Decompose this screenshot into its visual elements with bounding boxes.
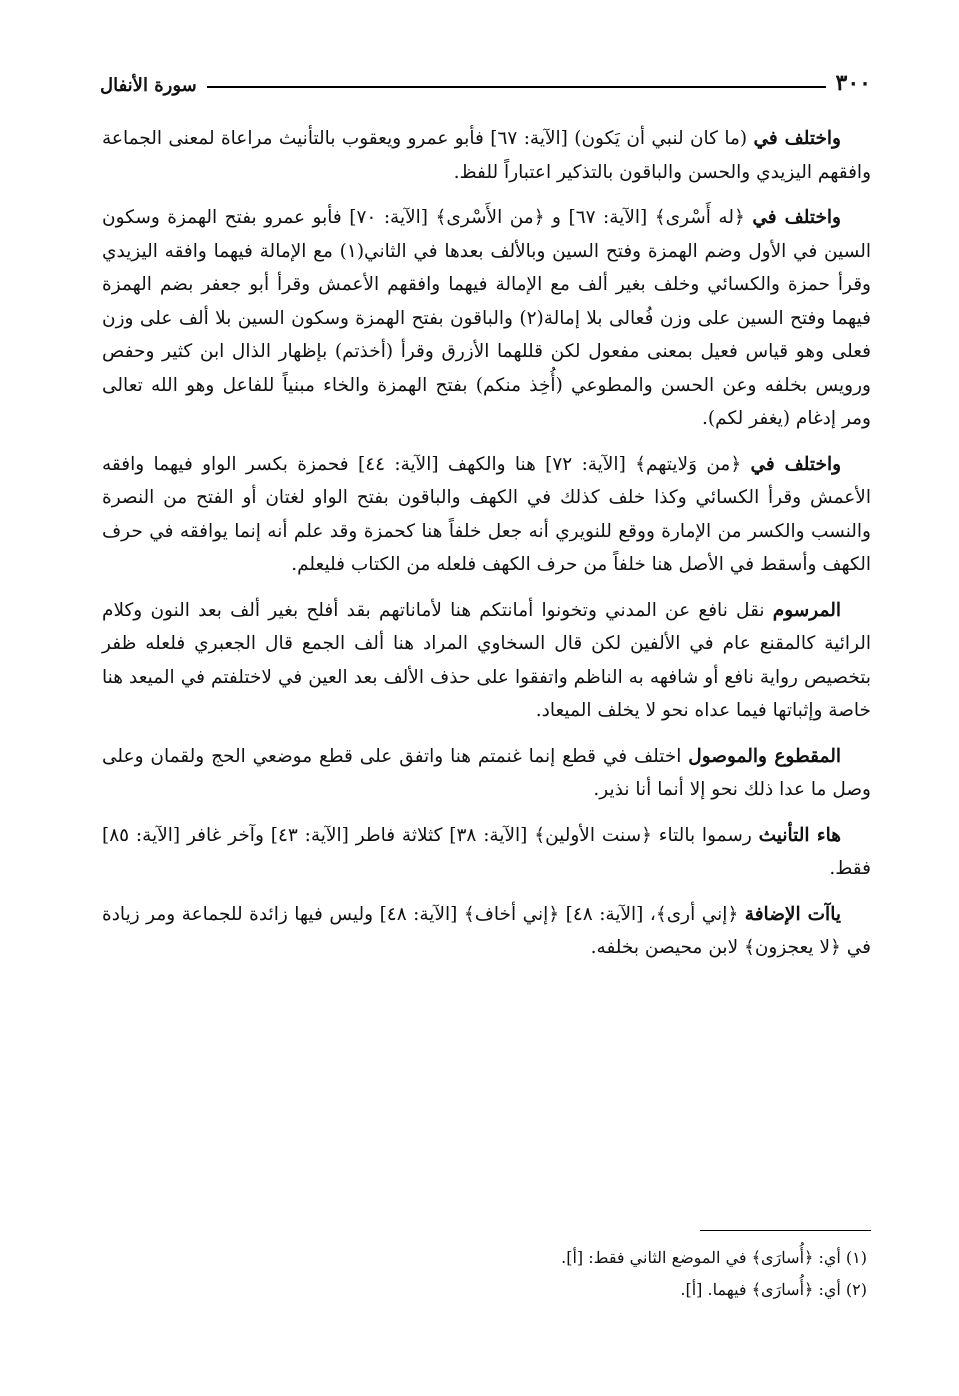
paragraph — [102, 122, 871, 189]
paragraph-body: ﴿من وَلايتهم﴾ [الآية: ٧٢] هنا والكهف [الآية: ٤٤] فحمزة بكسر الواو فيهما وافقه الأعمش وقرأ الكسائي وكذا خلف كذلك في الكهف والباقون بفتح الواو لغتان أو الفتح من النصرة والنسب والكسر من الإمارة ووقع للنويري أنه جعل خلفاً هنا كحمزة وقد علم أنه إنما يوافقه في حرف الكهف وأسقط في الأصل هنا خلفاً من حرف الكهف فلعله من الكتاب فليعلم. — [102, 453, 871, 575]
footnotes — [300, 1242, 867, 1306]
header-rule — [207, 86, 826, 88]
paragraph-lead: المرسوم — [772, 599, 841, 621]
footnote-separator — [700, 1230, 871, 1231]
paragraph-lead: واختلف في — [750, 453, 842, 475]
surah-name: سورة الأنفال — [100, 75, 197, 96]
footnote: (٢) أي: ﴿أُسارَى﴾ فيهما. [أ]. — [680, 1280, 867, 1299]
footnote: (١) أي: ﴿أُسارَى﴾ في الموضع الثاني فقط: [أ]. — [561, 1248, 867, 1267]
paragraph — [102, 898, 871, 965]
paragraph-body: ﴿له أَسْرى﴾ [الآية: ٦٧] و ﴿من الأَسْرى﴾ [الآية: ٧٠] فأبو عمرو بفتح الهمزة وسكون السين في الأول وضم الهمزة وفتح السين وبالألف بعدها في الثاني(١) مع الإمالة فيهما وافقه اليزيدي وقرأ حمزة والكسائي وخلف بغير ألف مع الإمالة فيهما وافقهم الأعمش وقرأ أبو جعفر بضم الهمزة فيهما وفتح السين على وزن فُعالى بلا إمالة(٢) والباقون بفتح الهمزة وسكون السين بلا ألف على وزن فعلى وهو قياس فعيل بمعنى مفعول لكن قللهما الأزرق وقرأ (أخذتم) بإظهار الذال ابن كثير وحفص ورويس بخلفه وعن الحسن والمطوعي (أُخِذ منكم) بفتح الهمزة والخاء مبنياً للفاعل وهو الله تعالى ومر إدغام (يغفر لكم). — [102, 207, 872, 429]
paragraph-lead: المقطوع والموصول — [688, 745, 841, 767]
page-number: ٣٠٠ — [835, 70, 871, 96]
paragraph-lead: هاء التأنيث — [758, 824, 841, 846]
paragraph-lead: واختلف في — [752, 207, 841, 228]
paragraph-lead: واختلف في — [753, 128, 841, 149]
paragraph — [102, 448, 871, 582]
paragraph-body: ﴿إني أرى﴾، [الآية: ٤٨] ﴿إني أخاف﴾ [الآية: ٤٨] وليس فيها زائدة للجماعة ومر زيادة في ﴿لا يعجزون﴾ لابن محيصن بخلفه. — [102, 903, 871, 958]
paragraph-body: رسموا بالتاء ﴿سنت الأولين﴾ [الآية: ٣٨] كثلاثة فاطر [الآية: ٤٣] وآخر غافر [الآية: ٨٥] فقط. — [102, 824, 871, 879]
paragraph-body: (ما كان لنبي أن يَكون) [الآية: ٦٧] فأبو عمرو ويعقوب بالتأنيث مراعاة لمعنى الجماعة وافقهم اليزيدي والحسن والباقون بالتذكير اعتباراً للفظ. — [102, 128, 871, 183]
paragraph-lead: ياآت الإضافة — [744, 903, 841, 925]
main-text — [102, 122, 871, 977]
paragraph-body: نقل نافع عن المدني وتخونوا أمانتكم هنا لأماناتهم بقد أفلح بغير ألف بعد النون وكلام الرائية كالمقنع عام في الألفين لكن قال السخاوي المراد هنا ألف الجمع قال الجعبري فلعله ظفر بتخصيص رواية نافع أو شافهه به الناظم واتفقوا على حذف الألف بعد العين في لاختلفتم في الميعد هنا خاصة وإثباتها فيما عداه نحو لا يخلف الميعاد. — [102, 599, 871, 721]
page-header — [100, 62, 871, 96]
paragraph-body: اختلف في قطع إنما غنمتم هنا واتفق على قطع موضعي الحج ولقمان وعلى وصل ما عدا ذلك نحو إلا أنما أنا نذير. — [102, 745, 871, 800]
paragraph — [102, 740, 871, 807]
paragraph — [102, 201, 871, 436]
paragraph — [102, 594, 871, 728]
paragraph — [102, 819, 871, 886]
